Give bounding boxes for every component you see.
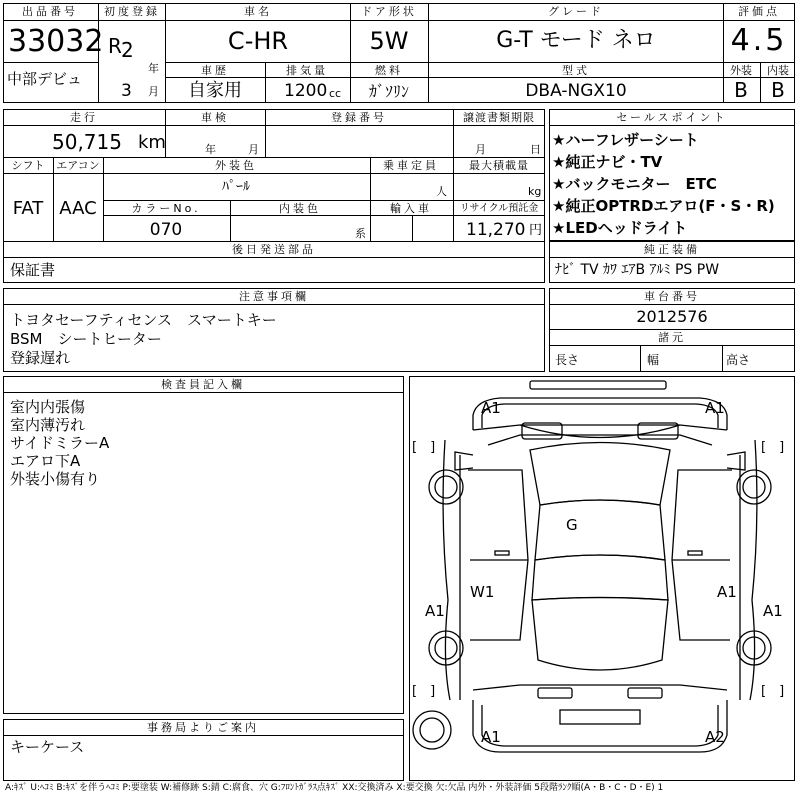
inspector-line: 室内内張傷 [10,398,86,416]
exterior-color: ﾊﾟｰﾙ [222,179,250,195]
equipment: ﾅﾋﾞ TV ｶﾜ ｴｱB ｱﾙﾐ PS PW [555,262,720,278]
car-name: C-HR [227,27,289,55]
max-load-label: 最大積載量 [469,159,529,172]
mileage-unit: km [138,132,166,153]
era: R [108,34,122,58]
recycle-fee-unit: 円 [529,223,543,238]
sales-point-item: ★バックモニター ETC [552,175,717,193]
month-unit: 月 [148,85,159,98]
fuel: ｶﾞｿﾘﾝ [368,82,410,101]
inspector-line: サイドミラーA [10,434,110,452]
recycle-fee-label: リサイクル預託金 [459,203,539,214]
model-code-label: 型式 [562,64,590,77]
aircon: AAC [59,198,97,219]
year-unit: 年 [148,62,159,75]
displacement-label: 排気量 [286,64,328,77]
first-registration-label: 初度登録 [104,5,160,18]
width-label: 幅 [647,353,660,367]
transfer-deadline-label: 譲渡書類期限 [463,111,535,124]
sales-point-item: ★純正ナビ・TV [552,153,663,171]
note-line: トヨタセーフティセンス スマートキー [10,311,277,329]
transfer-day-unit: 日 [530,143,541,156]
grade: G-T モード ネロ [496,28,656,53]
notes-list [10,309,277,366]
office-note: キーケース [10,738,85,756]
exterior-grade-label: 外装 [730,64,752,77]
dimensions-label: 諸元 [658,331,686,344]
damage-mark: A2 [705,728,725,746]
inspector-line: 外装小傷有り [10,470,101,488]
inspector-notes [10,396,109,486]
shift-label: シフト [11,159,45,172]
damage-mark: A1 [481,399,501,417]
displacement: 1200 [284,81,328,101]
interior-color-unit: 系 [355,227,366,240]
legend-footer: A:ｷｽﾞ U:ﾍｺﾐ B:ｷｽﾞを伴うﾍｺﾐ P:要塗装 W:補修跡 S:錆 C:腐食、穴 G:ﾌﾛﾝﾄｶﾞﾗｽ点ｷｽﾞ XX:交換済み X:要交換 欠:欠品 内外・外装評価 5段階ﾗﾝｸ順(A・B・C・D・E) 1 [5,783,664,793]
interior-color-label: 内装色 [279,202,321,215]
registration-year: 2 [121,38,134,62]
damage-mark: A1 [717,583,737,601]
history-label: 車歴 [201,64,229,77]
note-line: 登録遅れ [10,349,71,367]
notes-label: 注意事項欄 [239,290,309,303]
inspection-label: 車検 [201,111,229,124]
displacement-unit: cc [329,87,342,100]
max-load-unit: kg [528,185,542,198]
note-line: BSM シートヒーター [10,330,162,348]
fuel-label: 燃料 [375,64,403,77]
inspection-year-unit: 年 [205,143,216,156]
sales-point-item: ★純正OPTRDエアロ(F・S・R) [552,197,775,215]
chassis-number-label: 車台番号 [644,290,700,303]
recycle-fee: 11,270 [466,220,526,240]
inspector-line: 室内薄汚れ [10,416,86,434]
score: 4.5 [730,23,788,58]
later-parts-label: 後日発送部品 [232,243,316,256]
exterior-grade: B [734,78,748,102]
shift: FAT [12,198,44,219]
damage-mark: G [566,516,578,534]
damage-diagram [409,376,795,781]
capacity-label: 乗車定員 [383,159,439,172]
history: 自家用 [188,80,242,101]
color-number-label: カラーNo. [131,202,201,215]
damage-mark: A1 [763,602,783,620]
lot-number-label: 出品番号 [22,5,78,18]
inspector-label: 検査員記入欄 [161,378,245,391]
import-label: 輸入車 [390,202,432,215]
color-number: 070 [149,220,183,240]
lot-number: 33032 [8,24,104,59]
capacity-unit: 人 [436,185,447,198]
later-parts: 保証書 [10,261,56,279]
mileage: 50,715 [52,130,122,154]
height-label: 高さ [726,353,751,367]
inspector-line: エアロ下A [10,452,81,470]
exterior-color-label: 外装色 [215,159,257,172]
interior-grade-label: 内装 [767,64,789,77]
aircon-label: エアコン [56,159,100,172]
model-code: DBA-NGX10 [525,81,627,101]
sales-points-label: セールスポイント [616,111,728,124]
registration-number-label: 登録番号 [331,111,387,124]
length-label: 長さ [555,353,580,367]
damage-mark: W1 [470,583,495,601]
equipment-label: 純正装備 [644,243,700,256]
damage-mark: A1 [481,728,501,746]
bracket-mark: [ ] [412,440,436,455]
score-label: 評価点 [738,5,780,18]
inspection-month-unit: 月 [248,143,259,156]
door-type: 5W [369,27,409,55]
bracket-mark: [ ] [412,684,436,699]
door-type-label: ドア形状 [361,5,417,18]
mileage-label: 走行 [70,111,98,124]
sales-point-item: ★ハーフレザーシート [552,131,699,149]
grade-label: グレード [548,5,604,18]
transfer-month-unit: 月 [475,143,486,156]
bracket-mark: [ ] [761,440,785,455]
damage-mark: A1 [705,399,725,417]
sales-point-item: ★LEDヘッドライト [552,219,688,237]
bracket-mark: [ ] [761,684,785,699]
office-label: 事務局よりご案内 [147,721,259,734]
sales-points-list [552,129,775,239]
car-name-label: 車名 [244,5,272,18]
damage-mark: A1 [425,602,445,620]
registration-month: 3 [121,81,132,101]
chassis-number: 2012576 [636,307,708,326]
interior-grade: B [771,78,785,102]
debut-label: 中部デビュ [7,70,83,88]
